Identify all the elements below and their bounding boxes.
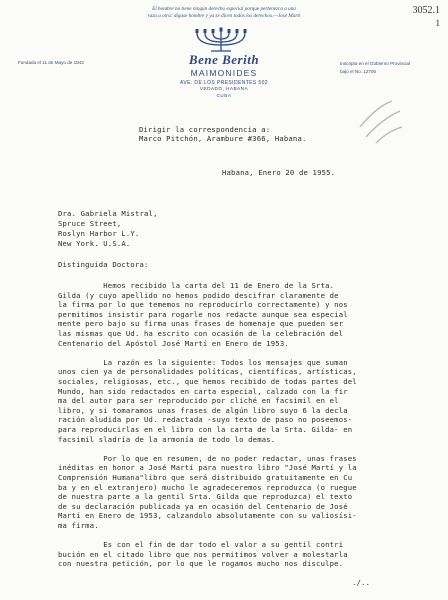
correspondence-line-2: Marco Pitchón, Arambure #366, Habana.	[139, 134, 307, 143]
registry-line-2: bajo el No. 12706	[340, 69, 377, 74]
body-line: bución en el citado libro que nos permitimos volver a molestarla	[58, 549, 348, 559]
organization-country: CUBA	[216, 93, 232, 98]
body-line: ma del autor para ser reproducido por cliché en facsimil en el	[58, 396, 339, 406]
body-line: permitimos insistir para rogarle nos redacte aunque sea especial	[58, 309, 348, 319]
header-motto-line-1: El hombre no tiene ningún derecho especial porque pertenezca a una	[152, 6, 296, 12]
body-line: Es con el fin de dar todo el valor a su gentil contri	[58, 540, 344, 550]
body-line: unos cien ya de personalidades políticas, científicas, artísticas,	[58, 367, 357, 377]
body-line: sociales, religiosas, etc., que hemos recibido de todas partes del	[58, 377, 357, 386]
registry-note	[340, 60, 410, 76]
menorah-icon	[183, 27, 259, 53]
founded-note: Fundada el 11 de Mayo de 1943	[18, 60, 84, 65]
header-motto-line-2: raza u otra: dígase hombre y ya se dicen todos los derechos.—José Martí	[147, 13, 301, 19]
salutation: Distinguida Doctora:	[58, 260, 149, 269]
recipient-street: Spruce Street,	[58, 219, 122, 228]
body-line: Martí en Enero de 1953, calzandolo absolutamente con su valiosísi-	[58, 511, 357, 521]
body-line: La razón es la siguiente: Todos los mensajes que suman	[58, 357, 348, 367]
body-line: para reproducirlas en el libro con la carta de la Srta. Gilda- en	[58, 425, 353, 434]
body-line: libro, y si tomaramos unas frases de algún libro suyo 6 la decla	[58, 405, 348, 415]
organization-address: AVE. DE LOS PRESIDENTES 502	[180, 80, 268, 86]
recipient-city: New York. U.S.A.	[58, 239, 131, 248]
body-line: ba y en el extranjero) mucho le agradeceremos reproduzca (o ruegue	[58, 482, 357, 492]
body-line: las mismas que Ud. ha escrito con ocasión de la celebración del	[58, 329, 344, 338]
body-line: Por lo que en resumen, de no poder redactar, unas frases	[58, 453, 357, 463]
correspondence-line-1: Dirigir la correspondencia a:	[139, 125, 271, 134]
body-line: ma firma.	[58, 521, 99, 530]
body-line: Hemos recibido la carta del 11 de Enero de la Srta.	[58, 281, 335, 290]
archive-reference-sub: 1	[435, 18, 440, 28]
archive-reference-number: 3052.1	[412, 5, 440, 16]
body-line: inéditas en honor a José Martí para nuestro libro "José Martí y la	[58, 463, 357, 473]
body-line: mente pero bajo su firma unas frases de homenaje que pueden ser	[58, 319, 344, 329]
body-line: de su declaración publicada ya en ocasión del Centenario de José	[58, 501, 348, 511]
organization-name: Bene Berith	[188, 52, 260, 67]
body-line: ración aludida por Ud. redactada -suyo texto de paso no poseemos-	[58, 415, 353, 425]
body-line: de nuestra parte a la gentil Srta. Gilda que reproduzca) el texto	[58, 492, 353, 502]
body-line: facsimil sladría de la armonía de todo lo demas.	[58, 434, 276, 444]
recipient-town: Roslyn Harbor L.Y.	[58, 229, 140, 238]
organization-city: VEDADO, HABANA	[199, 87, 249, 92]
continuation-mark: ./..	[352, 578, 371, 587]
organization-lodge: MAIMONIDES	[190, 68, 258, 78]
body-line: con nuestra petición, por lo que le rogamos mucho nos disculpe.	[58, 559, 344, 569]
letter-date: Habana, Enero 20 de 1955.	[222, 168, 336, 177]
body-line: Comprensión Humana"libro que será distribuido gratuitamente en Cu	[58, 473, 353, 482]
body-line: Centenario del Apóstol José Martí en Enero de 1953.	[58, 338, 289, 348]
recipient-name: Dra. Gabriela Mistral,	[58, 209, 158, 218]
body-line: Gilda (y cuyo apellido no hemos podido descifrar claramente de	[58, 290, 339, 300]
ink-stamp-mark	[356, 97, 406, 147]
registry-line-1: Inscripta en el Gobierno Provincial	[340, 61, 410, 66]
body-line: Mundo, han sido redactados en carta especial, calzado con la fir	[58, 386, 348, 396]
body-line: la firma por lo que tememos no reproducirlo correctamente) y nos	[58, 300, 348, 310]
